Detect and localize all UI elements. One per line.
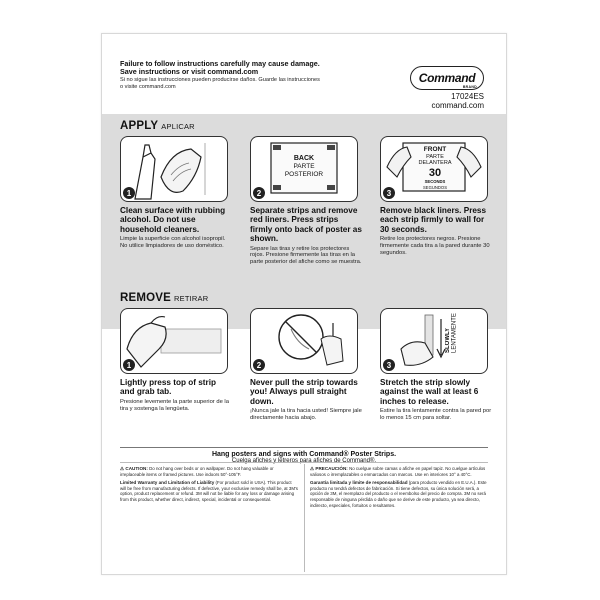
step-english: Clean surface with rubbing alcohol. Do not use household cleaners. [120,206,226,234]
poster-front-label [415,147,455,192]
warranty-english [120,480,298,502]
apply-step-2-text [250,206,362,266]
pull-down-illustration [251,309,357,373]
seconds-label-es: SEGUNDOS [423,185,447,190]
step-number-badge: 1 [123,187,135,199]
remove-step-3-illustration [380,308,488,374]
warranty-spanish [310,480,488,508]
step-english: Separate strips and remove red liners. Press strips firmly onto back of poster as shown. [250,206,362,244]
warning-spanish: Si no sigue las instrucciones pueden producirse daños. Guarde las instrucciones o visite command.com [120,77,320,90]
step-number-badge: 2 [253,187,265,199]
apply-heading [120,120,195,132]
command-logo [410,66,484,90]
step-english: Stretch the strip slowly against the wall at least 6 inches to release. [380,378,479,406]
warranty-es-text: (para producto vendido en E.U.A.). Este producto no tendrá defectos de fabricación. Si tiene defectos, su única solución será, a opción de 3M, el reemplazo del producto o el reembolso del precio de compra. 3M no será responsable de ninguna pérdida o daño que se derive de este producto, ya sea directo, indirecto, especiales, fortuitos o resultantes. [310,480,487,508]
warranty-en-title: Limited Warranty and Limitation of Liability [120,480,215,486]
step-number-badge: 2 [253,359,265,371]
front-label-es: PARTE DELANTERA [418,153,452,166]
step-english: Never pull the strip towards you! Always pull straight down. [250,378,358,406]
step-spanish: ¡Nunca jale la tira hacia usted! Siempre jale directamente hacia abajo. [250,408,362,422]
warning-english: Failure to follow instructions carefully may cause damage. Save instructions or visit command.com [120,59,320,77]
step-english: Lightly press top of strip and grab tab. [120,378,216,397]
site-url: command.com [431,101,484,110]
back-label-en: BACK [293,155,315,162]
apply-step-3-illustration [380,136,488,202]
apply-step-3-text [380,206,492,257]
remove-title: REMOVE [120,292,172,304]
sku-block [404,92,484,110]
seconds-label-en: SECONDS [424,178,446,184]
step-number-badge: 3 [383,187,395,199]
warning-block [120,60,320,91]
step-spanish: Separe las tiras y retire los protectores rojos. Presione firmemente las tiras en la parte posterior del afiche como se muestra. [250,245,362,266]
footer-divider [120,462,488,463]
sku-number: 17024ES [451,92,484,101]
cleaning-illustration [121,137,227,201]
step-spanish: Presione levemente la parte superior de la tira y sostenga la lengüeta. [120,398,229,412]
remove-step-3-text [380,378,492,422]
slowly-es: LENTAMENTE [451,313,458,353]
footer-column-divider [304,464,305,572]
brand-name: Command [418,71,476,85]
caution-es-title: PRECAUCIÓN: [315,466,348,471]
remove-step-2-text [250,378,362,422]
apply-title: APPLY [120,120,159,132]
slowly-label [445,313,483,353]
poster-back-label [279,155,329,179]
brand-sub: BRAND [462,85,477,89]
apply-step-2-illustration [250,136,358,202]
step-number-badge: 3 [383,359,395,371]
caution-es-text: No cuelgue sobre camas o afiche en papel tapiz. No cuelgue artículos valiosos o irremplazables o enmarcados con marcos. Use en interiores 10° a 40°C. [310,466,486,477]
apply-title-es: APLICAR [161,122,195,131]
front-label-en: FRONT [423,146,447,153]
apply-step-1-illustration [120,136,228,202]
caution-spanish: ⚠ PRECAUCIÓN: No cuelgue sobre camas o afiche en papel tapiz. No cuelgue artículos valiosos o irremplazables o enmarcados con marcos. Use en interiores 10° a 40°C. [310,466,486,477]
remove-step-1-text [120,378,232,412]
remove-heading [120,292,208,304]
remove-step-2-illustration [250,308,358,374]
footer-spanish [310,466,488,508]
back-label-es: PARTE POSTERIOR [284,163,324,178]
step-number-badge: 1 [123,359,135,371]
banner-spanish: Cuelga afiches y letreros para afiches de Command®. [231,458,377,464]
caution-en-title: CAUTION: [125,466,148,471]
step-spanish: Estire la tira lentamente contra la pared por lo menos 15 cm para soltar. [380,408,492,422]
apply-step-1-text [120,206,232,250]
remove-step-1-illustration [120,308,228,374]
remove-title-es: RETIRAR [174,294,209,303]
press-tab-illustration [121,309,227,373]
warranty-es-title: Garantía limitada y límite de responsabilidad [310,480,408,486]
instruction-sheet [101,33,507,575]
banner-english: Hang posters and signs with Command® Poster Strips. [211,451,397,458]
warranty-en-text: (For product sold in USA). This product will be free from manufacturing defects. If defective, your exclusive remedy shall be, at 3M's option, product replacement or refund. 3M will not be liable for any loss or damage arising from this product, whether direct, indirect, special, incidental or consequential. [120,480,299,502]
caution-en-text: Do not hang over beds or on wallpaper. Do not hang valuable or irreplaceable items or framed pictures. Use indoors 50°-105°F. [120,466,274,477]
slowly-en: SLOWLY [445,327,451,353]
footer-english [120,466,298,503]
caution-english: ⚠ CAUTION: Do not hang over beds or on wallpaper. Do not hang valuable or irreplaceable items or framed pictures. Use indoors 50°-105°F. [120,466,274,477]
step-spanish: Retire los protectores negros. Presione firmemente cada tira a la pared durante 30 segundos. [380,236,490,256]
step-spanish: Limpie la superficie con alcohol isopropil. No utilice limpiadores de uso doméstico. [120,236,226,250]
seconds-value: 30 [428,166,442,179]
step-english: Remove black liners. Press each strip firmly to wall for 30 seconds. [380,206,487,234]
